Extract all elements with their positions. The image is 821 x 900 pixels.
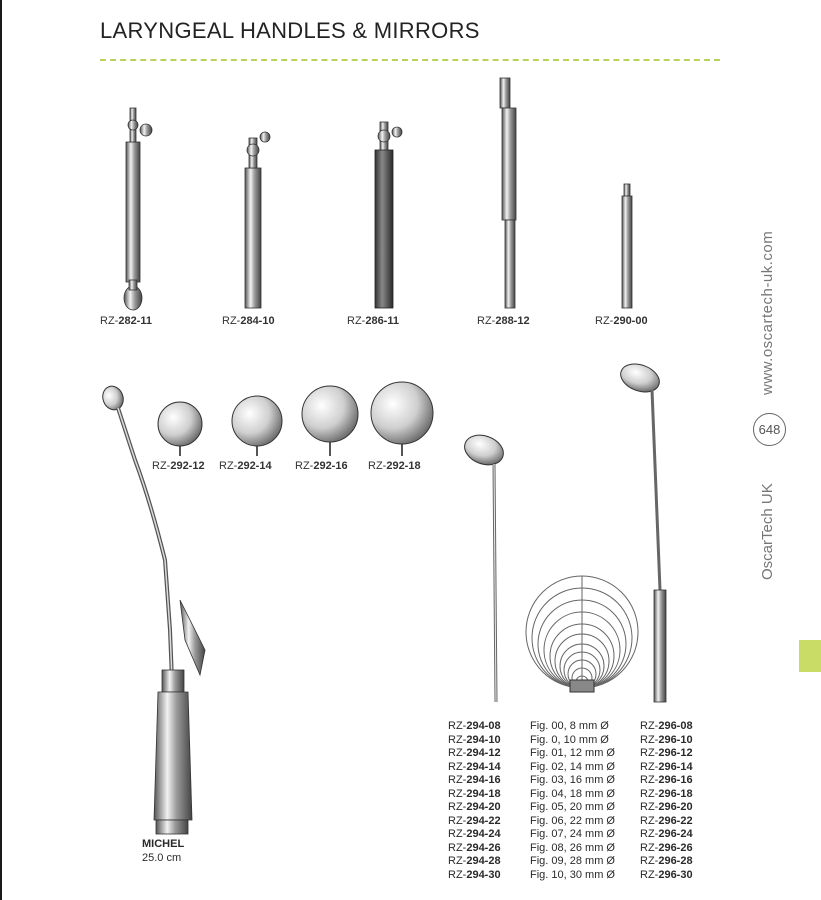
table-row: RZ-296-12 [640,747,693,759]
table-cell-fig: Fig. 00, 8 mm Ø [530,720,609,732]
michel-mirror-image [99,383,205,834]
table-row: RZ-294-28 [448,855,501,867]
table-row: RZ-296-18 [640,787,693,800]
mirror-label-292-18: RZ-292-18 [368,460,421,472]
table-col-fig [530,720,615,882]
michel-size: 25.0 cm [142,852,182,864]
table-row: RZ-294-26 [448,841,501,854]
table-row: RZ-294-10 [448,733,501,746]
table-cell-fig: Fig. 03, 16 mm Ø [530,774,615,786]
table-row: RZ-296-08 [640,720,693,732]
table-cell-fig: Fig. 02, 14 mm Ø [530,760,615,773]
table-row: RZ-296-22 [640,814,693,827]
table-row: RZ-296-30 [640,868,693,881]
table-cell-fig: Fig. 08, 26 mm Ø [530,841,615,854]
handle-290-00-image [622,184,632,308]
table-row: RZ-294-18 [448,787,501,800]
table-row: RZ-296-20 [640,801,693,813]
table-row: RZ-296-28 [640,855,693,867]
table-row: RZ-294-24 [448,828,501,840]
mirror-292-18-image [371,382,433,456]
side-brand-name: OscarTech UK [759,483,776,580]
page-number: 648 [753,413,786,446]
table-row: RZ-294-16 [448,774,501,786]
handle-284-10-image [245,132,270,308]
table-row: RZ-294-08 [448,720,501,732]
handle-282-11-image [124,108,152,310]
mirror-296-long-image [617,359,666,702]
table-cell-fig: Fig. 07, 24 mm Ø [530,828,615,840]
table-row: RZ-296-10 [640,733,693,746]
page-title: LARYNGEAL HANDLES & MIRRORS [100,18,480,43]
mirror-292-16-image [302,386,358,456]
mirror-294-long-image [460,430,507,702]
table-cell-fig: Fig. 09, 28 mm Ø [530,855,615,867]
table-cell-fig: Fig. 10, 30 mm Ø [530,868,615,881]
handle-288-12-image [500,78,516,308]
table-row: RZ-296-16 [640,774,693,786]
michel-name: MICHEL [142,838,185,850]
handle-label-282-11: RZ-282-11 [100,315,152,327]
mirror-size-chart-image [526,576,638,692]
table-cell-fig: Fig. 0, 10 mm Ø [530,733,609,746]
mirror-label-292-16: RZ-292-16 [295,460,348,472]
table-cell-fig: Fig. 05, 20 mm Ø [530,801,615,813]
table-col-294 [448,720,501,882]
mirror-label-292-12: RZ-292-12 [152,460,205,472]
section-tab-marker [799,640,821,672]
table-row: RZ-294-30 [448,868,501,881]
table-cell-fig: Fig. 06, 22 mm Ø [530,814,615,827]
mirror-label-292-14: RZ-292-14 [219,460,272,472]
handle-286-11-image [375,122,402,308]
table-col-296 [640,720,693,882]
table-row: RZ-296-24 [640,828,693,840]
table-cell-fig: Fig. 01, 12 mm Ø [530,747,615,759]
side-website-url: www.oscartech-uk.com [759,230,776,395]
table-row: RZ-294-22 [448,814,501,827]
handle-label-284-10: RZ-284-10 [222,315,275,327]
table-cell-fig: Fig. 04, 18 mm Ø [530,787,615,800]
handle-label-290-00: RZ-290-00 [595,315,648,327]
table-row: RZ-294-20 [448,801,501,813]
mirror-292-12-image [158,402,202,456]
table-row: RZ-296-14 [640,760,693,773]
handle-label-288-12: RZ-288-12 [477,315,530,327]
table-row: RZ-294-14 [448,760,501,773]
table-row: RZ-296-26 [640,841,693,854]
mirror-292-14-image [232,396,282,456]
table-row: RZ-294-12 [448,747,501,759]
handle-label-286-11: RZ-286-11 [347,315,399,327]
